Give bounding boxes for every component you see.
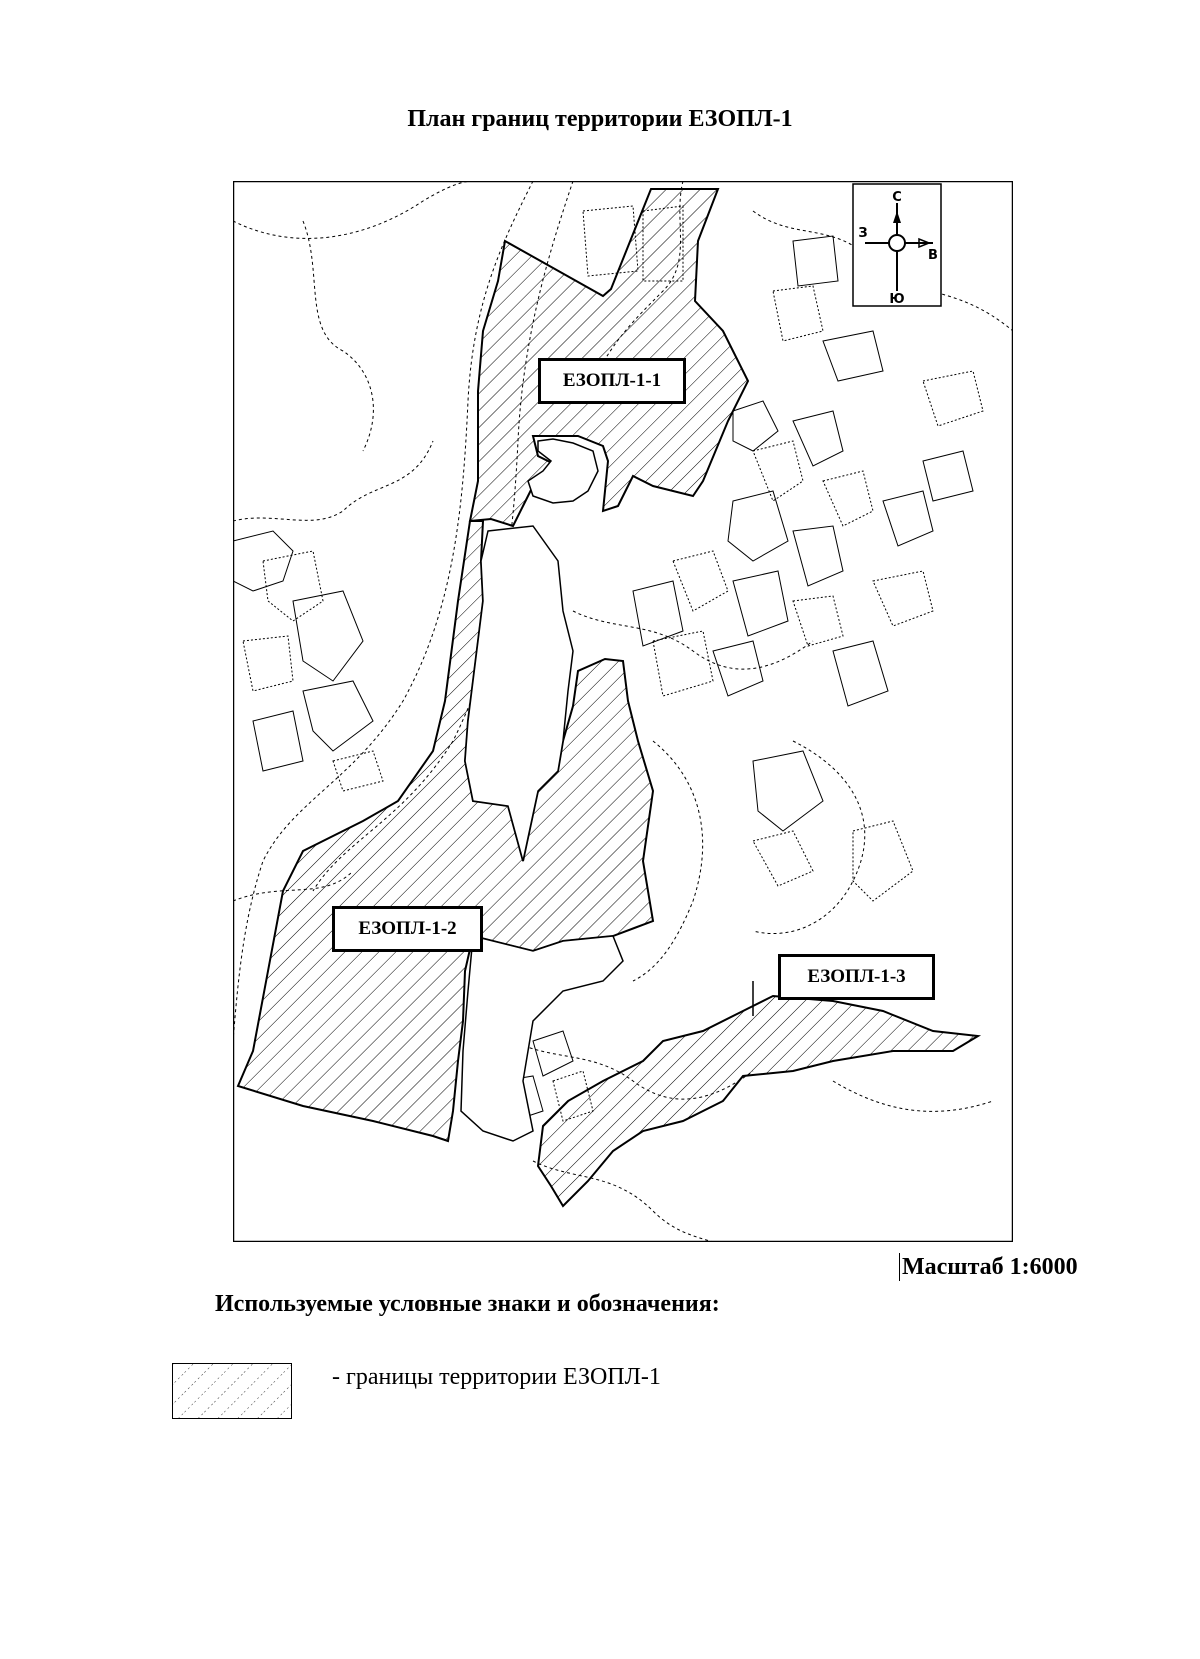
page-title: План границ территории ЕЗОПЛ-1 bbox=[407, 106, 793, 132]
compass-east: В bbox=[928, 248, 938, 263]
map-scale: Масштаб 1:6000 bbox=[899, 1253, 1078, 1281]
compass-south: Ю bbox=[889, 292, 905, 307]
zone-3-label[interactable]: ЕЗОПЛ-1-3 bbox=[778, 954, 935, 1000]
north-arrow bbox=[853, 184, 941, 307]
legend-title: Используемые условные знаки и обозначения: bbox=[215, 1291, 720, 1317]
legend-swatch bbox=[172, 1363, 292, 1419]
zone-2-label[interactable]: ЕЗОПЛ-1-2 bbox=[332, 906, 483, 952]
zone-1-label[interactable]: ЕЗОПЛ-1-1 bbox=[538, 358, 686, 404]
map-canvas bbox=[233, 181, 1013, 1242]
compass-north: С bbox=[892, 190, 902, 205]
map-frame[interactable] bbox=[233, 181, 1013, 1242]
compass-west: З bbox=[858, 226, 868, 241]
legend-item-text: - границы территории ЕЗОПЛ-1 bbox=[332, 1364, 661, 1390]
